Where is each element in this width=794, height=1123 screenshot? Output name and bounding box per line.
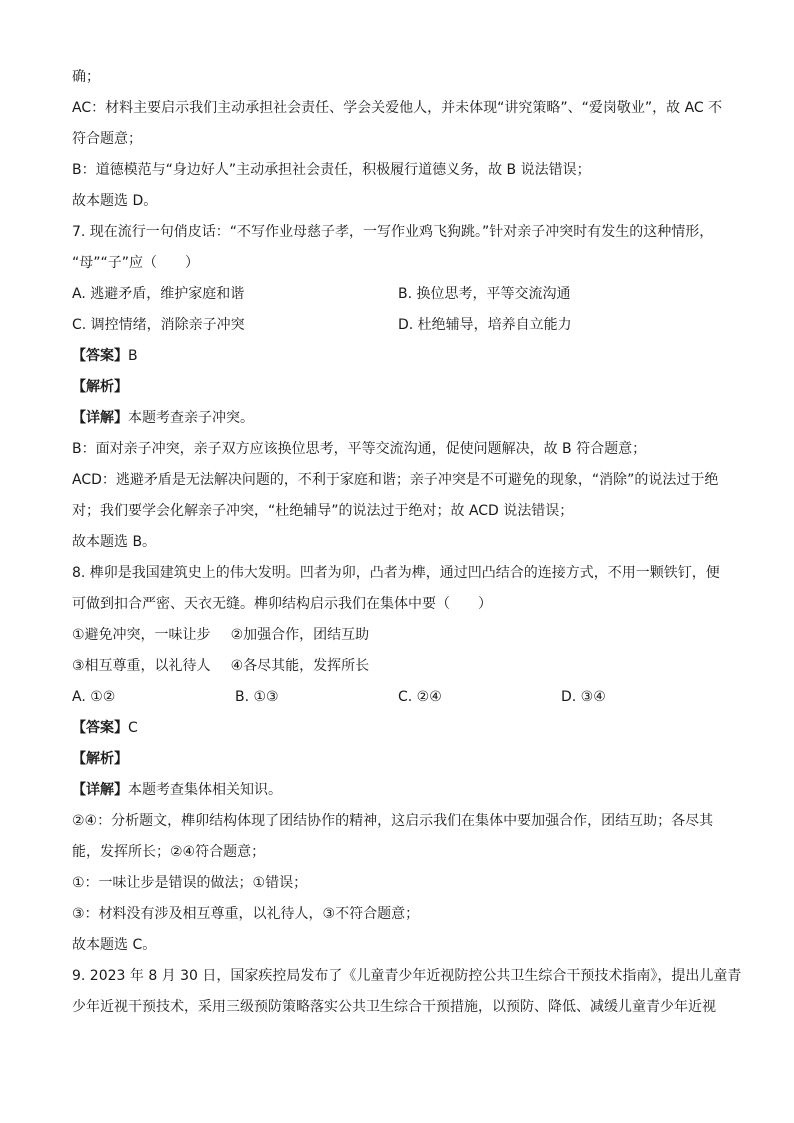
question-8-answer	[72, 713, 724, 744]
question-7-detail	[72, 403, 724, 434]
option-d: D. 杜绝辅导，培养自立能力	[398, 317, 572, 333]
text-line: ①：一味让步是错误的做法；①错误；	[72, 875, 308, 891]
answer-value: C	[128, 720, 138, 736]
option-b: B. ①③	[235, 689, 279, 705]
text-line: B：面对亲子冲突，亲子双方应该换位思考，平等交流沟通，促使问题解决，故 B 符合题意；	[72, 441, 647, 457]
text-line: ②④：分析题文，榫卯结构体现了团结协作的精神，这启示我们在集体中要加强合作，团结互助；各尽其	[72, 813, 714, 829]
question-8-stem: 8. 榫卯是我国建筑史上的伟大发明。凹者为卯，凸者为榫，通过凹凸结合的连接方式，不用一颗铁钉，便	[72, 565, 720, 581]
question-8-detail	[72, 775, 724, 806]
text-line: ACD：逃避矛盾是无法解决问题的，不利于家庭和谐；亲子冲突是不可避免的现象，“消除”的说法过于绝	[72, 472, 719, 488]
detail-tag: 【详解】	[72, 410, 128, 426]
detail-text: 本题考查集体相关知识。	[128, 782, 282, 798]
option-c: C. 调控情绪，消除亲子冲突	[72, 317, 245, 333]
answer-tag: 【答案】	[72, 720, 128, 736]
text-line: 故本题选 D。	[72, 193, 158, 209]
text-line: 确；	[72, 69, 100, 85]
text-line: B：道德模范与“身边好人”主动承担社会责任，积极履行道德义务，故 B 说法错误；	[72, 162, 591, 178]
answer-value: B	[128, 348, 138, 364]
item-3: ③相互尊重，以礼待人	[72, 658, 211, 674]
detail-text: 本题考查亲子冲突。	[128, 410, 254, 426]
question-8-options	[72, 682, 724, 713]
detail-tag: 【详解】	[72, 782, 128, 798]
question-7-options-row-1	[72, 279, 724, 310]
question-8-items-row-2	[72, 651, 724, 682]
item-1: ①避免冲突，一味让步	[72, 627, 211, 643]
option-a: A. ①②	[72, 689, 116, 705]
question-8-items-row-1	[72, 620, 724, 651]
item-4: ④各尽其能，发挥所长	[230, 658, 370, 674]
text-line: 能，发挥所长；②④符合题意；	[72, 844, 266, 860]
option-d: D. ③④	[561, 689, 606, 705]
question-7-stem-cont: “母”“子”应（ ）	[72, 255, 200, 271]
question-7-stem: 7. 现在流行一句俏皮话：“不写作业母慈子孝，一写作业鸡飞狗跳。”针对亲子冲突时有发生的这种情形，	[72, 224, 714, 240]
question-7-options-row-2	[72, 310, 724, 341]
text-line: 故本题选 B。	[72, 534, 157, 550]
option-c: C. ②④	[398, 689, 442, 705]
text-line: 故本题选 C。	[72, 937, 157, 953]
text-line: AC：材料主要启示我们主动承担社会责任、学会关爱他人，并未体现“讲究策略”、“爱岗敬业”，故 AC 不	[72, 100, 723, 116]
question-8-stem-cont: 可做到扣合严密、天衣无缝。榫卯结构启示我们在集体中要（ ）	[72, 596, 492, 612]
text-line: 对；我们要学会化解亲子冲突，“杜绝辅导”的说法过于绝对；故 ACD 说法错误；	[72, 503, 574, 519]
option-a: A. 逃避矛盾，维护家庭和谐	[72, 286, 245, 302]
option-b: B. 换位思考，平等交流沟通	[398, 286, 571, 302]
document-page	[72, 62, 742, 1023]
question-8-analysis-tag: 【解析】	[72, 751, 128, 767]
question-7-answer	[72, 341, 724, 372]
question-7-analysis-tag: 【解析】	[72, 379, 128, 395]
question-9-stem: 9. 2023 年 8 月 30 日，国家疾控局发布了《儿童青少年近视防控公共卫生综合干预技术指南》，提出儿童青	[72, 968, 742, 984]
item-2: ②加强合作，团结互助	[230, 627, 370, 643]
question-9-stem-cont: 少年近视干预技术，采用三级预防策略落实公共卫生综合干预措施，以预防、降低、减缓儿童青少年近视	[72, 999, 716, 1015]
answer-tag: 【答案】	[72, 348, 128, 364]
text-line: ③：材料没有涉及相互尊重，以礼待人，③不符合题意；	[72, 906, 420, 922]
text-line: 符合题意；	[72, 131, 142, 147]
